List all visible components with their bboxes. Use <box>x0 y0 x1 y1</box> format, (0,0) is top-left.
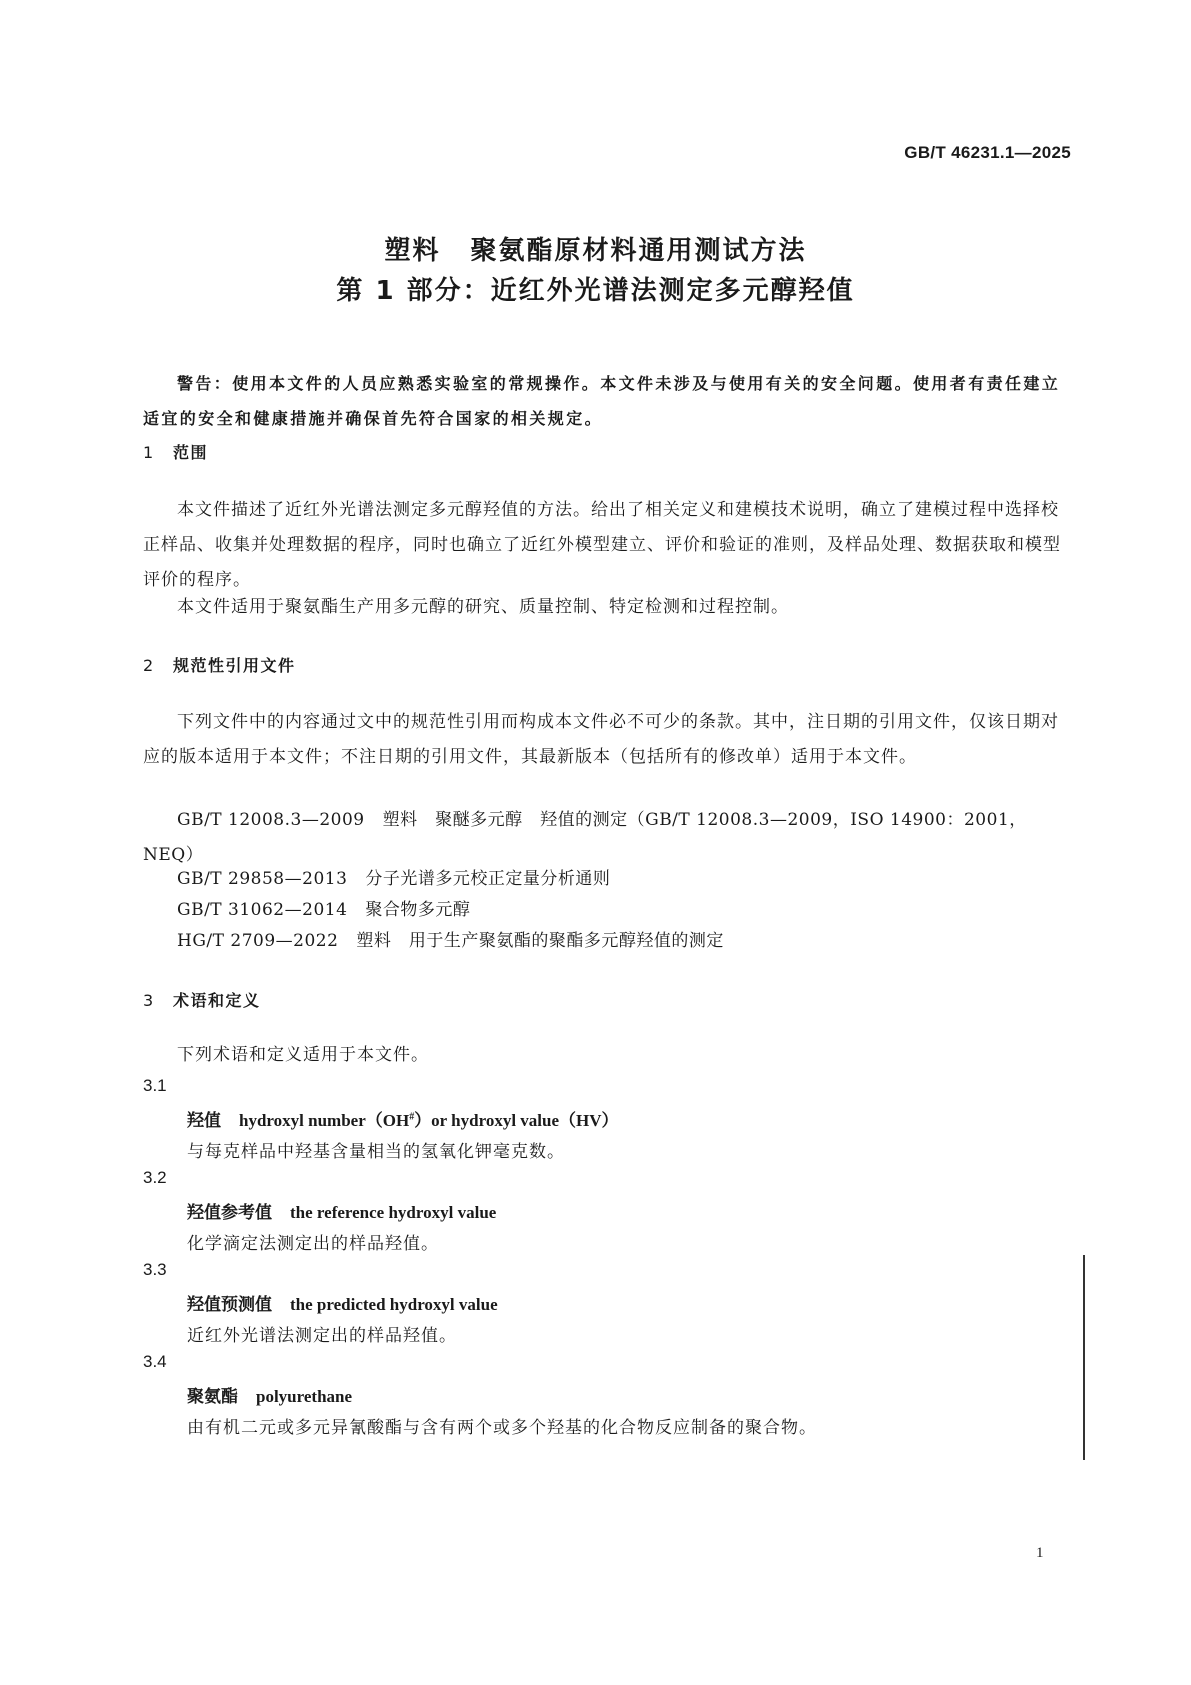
reference-title: 塑料 聚醚多元醇 羟值的测定（GB/T 12008.3—2009，ISO 14900：2001，NEQ） <box>143 810 1027 865</box>
reference-title: 塑料 用于生产聚氨酯的聚酯多元醇羟值的测定 <box>356 931 724 951</box>
reference-item <box>177 926 724 951</box>
term-en <box>239 1111 619 1130</box>
terms-intro: 下列术语和定义适用于本文件。 <box>177 1045 429 1065</box>
term-definition: 化学滴定法测定出的样品羟值。 <box>187 1234 439 1254</box>
term-en: polyurethane <box>256 1387 353 1406</box>
section-title: 范围 <box>173 443 209 462</box>
section-number: 3 <box>143 991 155 1010</box>
warning-notice: 警告：使用本文件的人员应熟悉实验室的常规操作。本文件未涉及与使用有关的安全问题。使用者有责任建立适宜的安全和健康措施并确保首先符合国家的相关规定。 <box>143 374 1061 428</box>
term-definition: 与每克样品中羟基含量相当的氢氧化钾毫克数。 <box>187 1142 565 1162</box>
reference-code: GB/T 29858—2013 <box>177 869 348 889</box>
document-title-line2: 第 1 部分：近红外光谱法测定多元醇羟值 <box>336 276 855 306</box>
revision-change-bar <box>1083 1255 1085 1460</box>
reference-title: 聚合物多元醇 <box>365 900 471 920</box>
reference-code: HG/T 2709—2022 <box>177 931 339 951</box>
term-name <box>187 1382 352 1407</box>
scope-paragraph-1: 本文件描述了近红外光谱法测定多元醇羟值的方法。给出了相关定义和建模技术说明，确立了建模过程中选择校正样品、收集并处理数据的程序，同时也确立了近红外模型建立、评价和验证的准则，及样品处理、数据获取和模型评价的程序。 <box>143 500 1061 590</box>
term-en: the predicted hydroxyl value <box>290 1295 498 1314</box>
term-en-superscript: # <box>409 1111 415 1123</box>
reference-title: 分子光谱多元校正定量分析通则 <box>365 869 611 889</box>
term-name <box>187 1198 496 1223</box>
term-name <box>187 1106 619 1131</box>
term-en-part: ）or hydroxyl value（HV） <box>414 1111 619 1130</box>
section-heading-scope <box>143 440 208 463</box>
term-definition: 由有机二元或多元异氰酸酯与含有两个或多个羟基的化合物反应制备的聚合物。 <box>187 1418 817 1438</box>
scope-paragraph-2: 本文件适用于聚氨酯生产用多元醇的研究、质量控制、特定检测和过程控制。 <box>177 597 789 617</box>
reference-item <box>177 864 610 889</box>
section-title: 术语和定义 <box>173 991 261 1010</box>
term-en: the reference hydroxyl value <box>290 1203 497 1222</box>
section-heading-normative-references <box>143 653 296 676</box>
title-part-a: 塑料 <box>384 236 441 266</box>
title-part-b: 聚氨酯原材料通用测试方法 <box>470 236 807 266</box>
term-zh: 羟值 <box>187 1111 221 1131</box>
document-title-line1 <box>0 230 1191 267</box>
term-zh: 羟值预测值 <box>187 1295 272 1315</box>
reference-item <box>143 803 1073 873</box>
term-number: 3.3 <box>143 1260 167 1279</box>
section-heading-terms <box>143 988 261 1011</box>
section-number: 1 <box>143 443 155 462</box>
term-zh: 聚氨酯 <box>187 1387 238 1407</box>
section-title: 规范性引用文件 <box>173 656 296 675</box>
term-number: 3.1 <box>143 1076 167 1095</box>
reference-code: GB/T 12008.3—2009 <box>177 810 365 830</box>
term-number: 3.4 <box>143 1352 167 1371</box>
section-number: 2 <box>143 656 155 675</box>
term-definition: 近红外光谱法测定出的样品羟值。 <box>187 1326 457 1346</box>
term-number: 3.2 <box>143 1168 167 1187</box>
reference-code: GB/T 31062—2014 <box>177 900 348 920</box>
reference-item <box>177 895 470 920</box>
term-en-part: hydroxyl number（OH <box>239 1111 410 1130</box>
standard-code: GB/T 46231.1—2025 <box>904 143 1071 162</box>
page-number: 1 <box>1036 1545 1044 1561</box>
references-intro: 下列文件中的内容通过文中的规范性引用而构成本文件必不可少的条款。其中，注日期的引用文件，仅该日期对应的版本适用于本文件；不注日期的引用文件，其最新版本（包括所有的修改单）适用于本文件。 <box>143 712 1059 767</box>
term-name <box>187 1290 498 1315</box>
term-zh: 羟值参考值 <box>187 1203 272 1223</box>
